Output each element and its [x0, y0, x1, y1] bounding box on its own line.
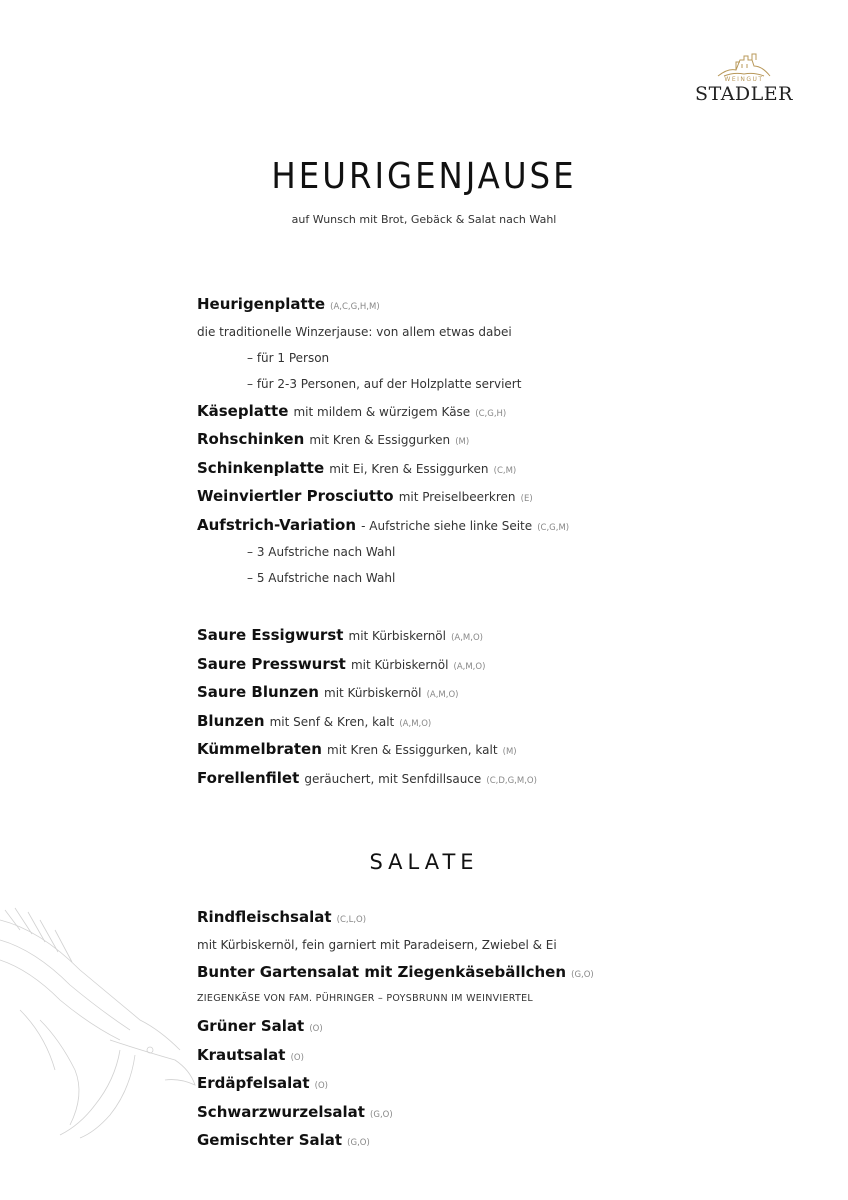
- item-allergens: (C,M): [493, 465, 517, 476]
- item-description: mit Kürbiskernöl, fein garniert mit Paradeisern, Zwiebel & Ei: [197, 937, 557, 952]
- eagle-illustration-icon: [0, 900, 200, 1140]
- item-allergens: (C,L,O): [336, 915, 367, 925]
- item-allergens: (G,O): [347, 1138, 370, 1148]
- item-name: Kümmelbraten: [197, 740, 322, 758]
- menu-item: [197, 621, 797, 650]
- item-allergens: (O): [290, 1052, 304, 1063]
- item-allergens: (M): [502, 747, 517, 757]
- menu-item: [197, 735, 797, 764]
- brand-small-text: WEINGUT: [724, 76, 764, 83]
- item-name: Rindfleischsalat: [197, 908, 332, 926]
- item-allergens: (A,M,O): [453, 661, 486, 672]
- item-allergens: (A,M,O): [399, 718, 432, 729]
- item-detail: mit Kürbiskernöl: [324, 686, 422, 700]
- item-detail: mit Kren & Essiggurken, kalt: [327, 743, 498, 757]
- item-detail: mit Ei, Kren & Essiggurken: [329, 461, 489, 476]
- item-allergens: (O): [314, 1081, 328, 1091]
- item-name: Saure Presswurst: [197, 654, 346, 673]
- item-name: Grüner Salat: [197, 1017, 305, 1035]
- jause-list: [197, 290, 797, 792]
- item-name: Krautsalat: [197, 1045, 286, 1064]
- item-description: die traditionelle Winzerjause: von allem etwas dabei: [197, 324, 512, 339]
- menu-item: [197, 958, 797, 987]
- item-detail: mit mildem & würzigem Käse: [293, 404, 471, 419]
- menu-item: [197, 425, 797, 454]
- item-option: – 5 Aufstriche nach Wahl: [247, 571, 396, 585]
- item-allergens: (O): [309, 1024, 323, 1034]
- brand-name: STADLER: [695, 83, 793, 105]
- item-allergens: (C,G,M): [537, 522, 570, 533]
- item-name: Saure Essigwurst: [197, 626, 344, 644]
- item-allergens: (A,C,G,H,M): [330, 302, 380, 312]
- menu-item: [197, 1069, 797, 1098]
- item-allergens: (G,O): [370, 1109, 393, 1120]
- item-allergens: (M): [455, 437, 470, 447]
- menu-item: [197, 511, 797, 540]
- item-name: Gemischter Salat: [197, 1131, 343, 1149]
- item-name: Schinkenplatte: [197, 458, 325, 477]
- menu-item: [197, 397, 797, 426]
- castle-icon: [714, 48, 774, 78]
- item-allergens: (A,M,O): [426, 690, 459, 700]
- page-title: HEURIGENJAUSE: [271, 156, 577, 197]
- item-detail: geräuchert, mit Senfdillsauce: [304, 771, 482, 786]
- section-title-salate: SALATE: [369, 850, 479, 874]
- item-name: Weinviertler Prosciutto: [197, 487, 394, 505]
- item-name: Schwarzwurzelsalat: [197, 1102, 365, 1121]
- item-detail: mit Kürbiskernöl: [350, 657, 449, 672]
- item-allergens: (E): [520, 494, 533, 504]
- item-name: Blunzen: [197, 711, 265, 730]
- item-option: – 3 Aufstriche nach Wahl: [247, 545, 396, 559]
- menu-item: [197, 1012, 797, 1041]
- salate-list: [197, 903, 797, 1155]
- menu-item: [197, 482, 797, 511]
- item-name: Forellenfilet: [197, 768, 300, 787]
- item-detail: mit Kren & Essiggurken: [309, 433, 451, 447]
- menu-item: [197, 290, 797, 319]
- page-subtitle: auf Wunsch mit Brot, Gebäck & Salat nach Wahl: [291, 213, 557, 226]
- item-name: Heurigenplatte: [197, 295, 326, 313]
- menu-item: [197, 903, 797, 932]
- item-name: Saure Blunzen: [197, 683, 319, 701]
- menu-item: [197, 1126, 797, 1155]
- item-detail: mit Senf & Kren, kalt: [269, 714, 395, 729]
- item-note: ZIEGENKÄSE VON FAM. PÜHRINGER – POYSBRUNN IM WEINVIERTEL: [197, 993, 534, 1004]
- item-name: Käseplatte: [197, 401, 289, 420]
- item-name: Aufstrich-Variation: [197, 515, 357, 534]
- brand-logo: [682, 48, 806, 105]
- item-name: Rohschinken: [197, 430, 305, 448]
- item-name: Bunter Gartensalat mit Ziegenkäsebällchen: [197, 962, 567, 981]
- item-allergens: (A,M,O): [451, 633, 483, 643]
- menu-item: [197, 454, 797, 483]
- menu-item: [197, 678, 797, 707]
- item-allergens: (G,O): [571, 969, 594, 980]
- menu-item: [197, 764, 797, 793]
- item-name: Erdäpfelsalat: [197, 1074, 310, 1092]
- item-allergens: (C,G,H): [475, 408, 507, 419]
- menu-item: [197, 1041, 797, 1070]
- menu-item: [197, 650, 797, 679]
- item-option: – für 2-3 Personen, auf der Holzplatte serviert: [247, 376, 522, 391]
- menu-item: [197, 707, 797, 736]
- menu-item: [197, 1098, 797, 1127]
- item-detail: mit Preiselbeerkren: [398, 490, 516, 504]
- item-allergens: (C,D,G,M,O): [486, 775, 537, 786]
- item-option: – für 1 Person: [247, 350, 330, 365]
- item-detail: mit Kürbiskernöl: [348, 629, 446, 643]
- item-detail: - Aufstriche siehe linke Seite: [361, 518, 533, 533]
